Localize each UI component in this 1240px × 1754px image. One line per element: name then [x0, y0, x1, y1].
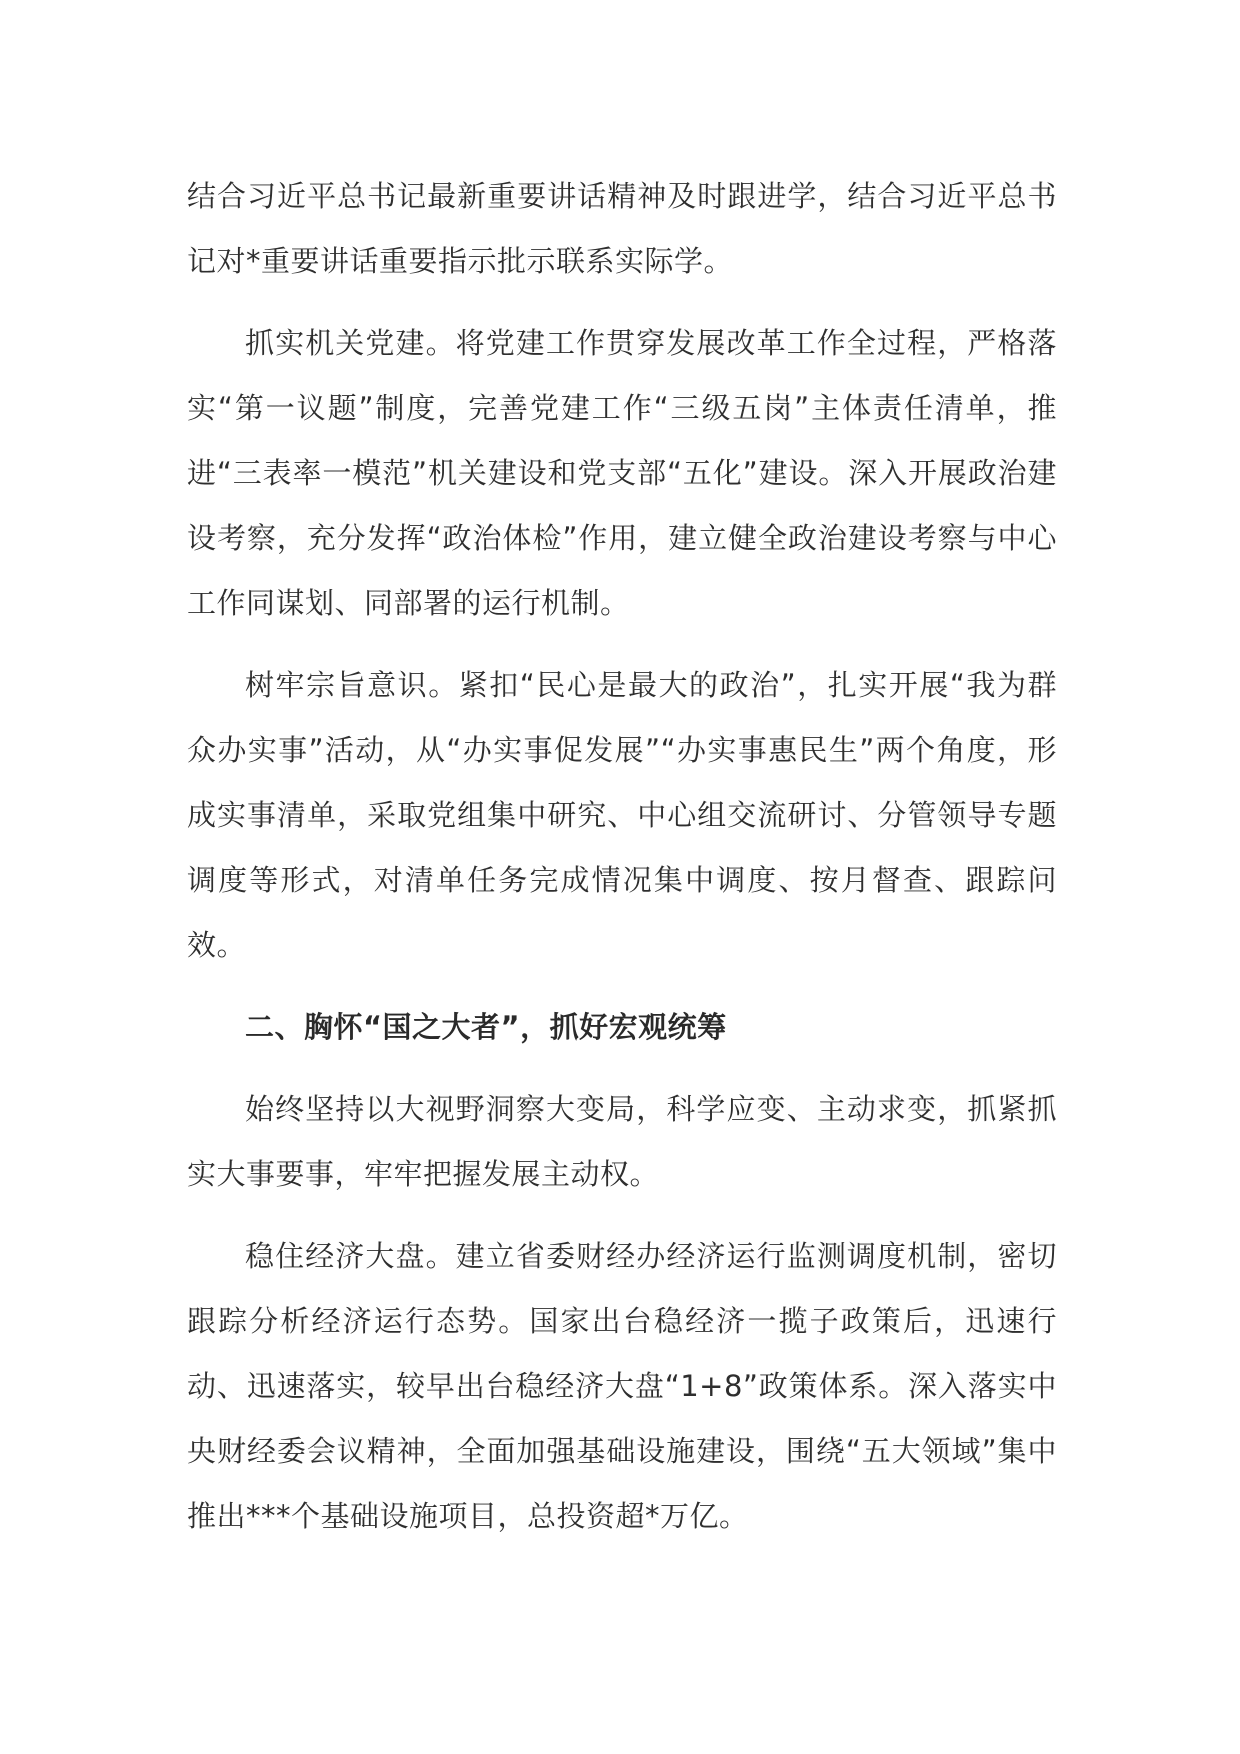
- paragraph-study-continuation: 结合习近平总书记最新重要讲话精神及时跟进学，结合习近平总书记对*重要讲话重要指示批示联系实际学。: [187, 179, 1057, 278]
- paragraph-party-building: 抓实机关党建。将党建工作贯穿发展改革工作全过程，严格落实“第一议题”制度，完善党建工作“三级五岗”主体责任清单，推进“三表率一模范”机关建设和党支部“五化”建设。深入开展政治建设考察，充分发挥“政治体检”作用，建立健全政治建设考察与中心工作同谋划、同部署的运行机制。: [187, 326, 1057, 620]
- paragraph-section-intro: 始终坚持以大视野洞察大变局，科学应变、主动求变，抓紧抓实大事要事，牢牢把握发展主动权。: [187, 1092, 1057, 1191]
- paragraph-stabilize-economy: 稳住经济大盘。建立省委财经办经济运行监测调度机制，密切跟踪分析经济运行态势。国家出台稳经济一揽子政策后，迅速行动、迅速落实，较早出台稳经济大盘“1+8”政策体系。深入落实中央财经委会议精神，全面加强基础设施建设，围绕“五大领域”集中推出***个基础设施项目，总投资超*万亿。: [187, 1239, 1057, 1533]
- section-heading-2: 二、胸怀“国之大者”，抓好宏观统筹: [245, 1010, 727, 1044]
- document-body: [187, 164, 1057, 1566]
- paragraph-purpose-awareness: 树牢宗旨意识。紧扣“民心是最大的政治”，扎实开展“我为群众办实事”活动，从“办实事促发展”“办实事惠民生”两个角度，形成实事清单，采取党组集中研究、中心组交流研讨、分管领导专题调度等形式，对清单任务完成情况集中调度、按月督查、跟踪问效。: [187, 668, 1057, 962]
